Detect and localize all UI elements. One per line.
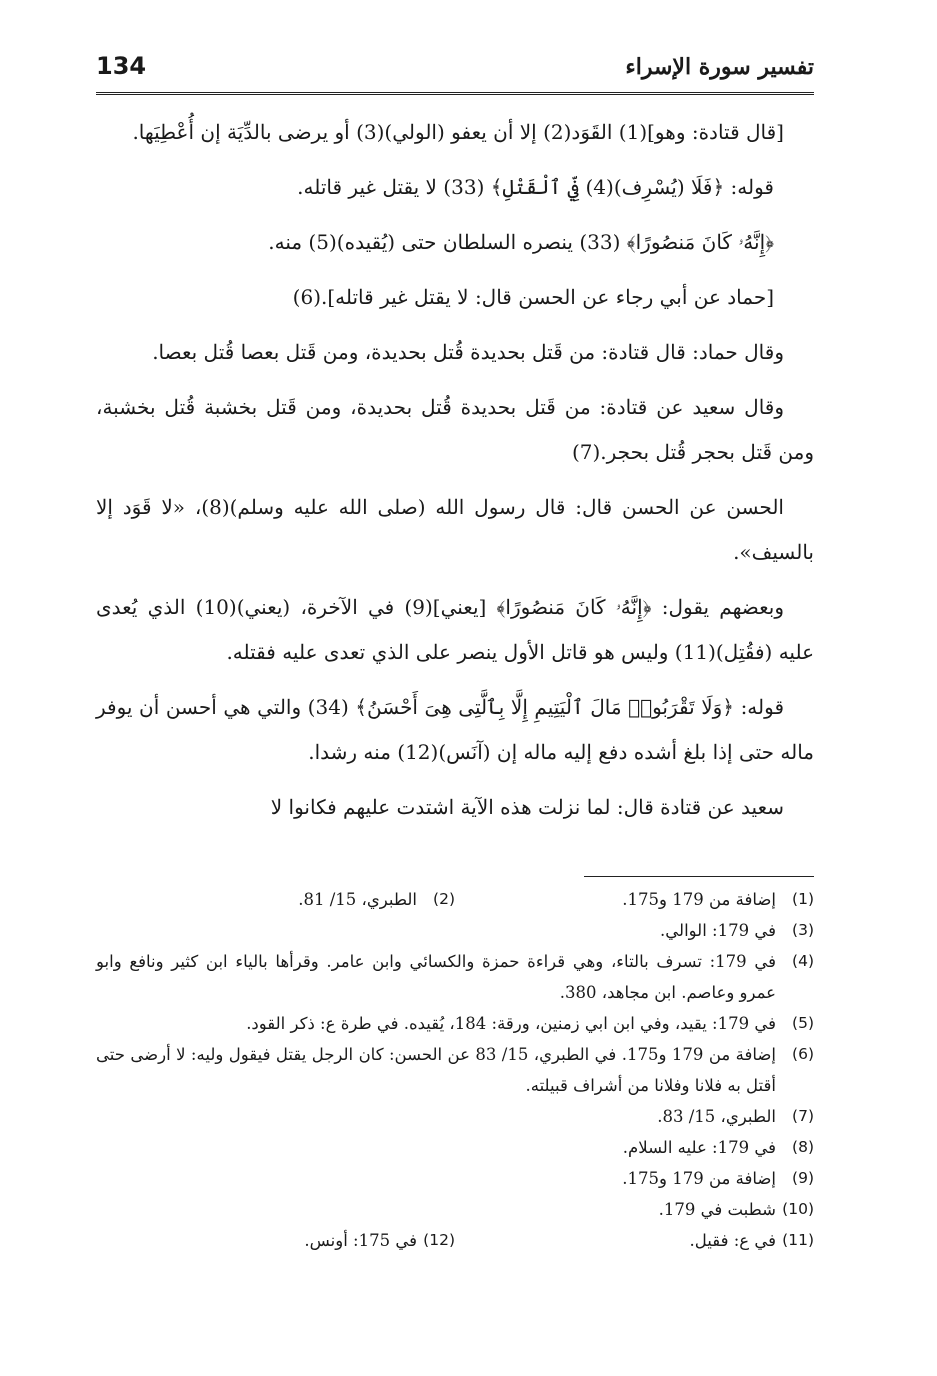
footnote-row (96, 1194, 814, 1225)
running-header (96, 50, 814, 94)
footnote (455, 884, 814, 915)
footnote-row (96, 915, 814, 946)
footnote (96, 1163, 814, 1194)
footnote-text: في 179: عليه السلام. (622, 1138, 776, 1157)
footnote (96, 946, 814, 1008)
footnote (96, 1039, 814, 1101)
footnote-number: (3) (792, 921, 814, 939)
footnote-text: إضافة من 179 و175. (622, 890, 776, 909)
page-number: 134 (96, 52, 147, 80)
footnote-number: (1) (792, 890, 814, 908)
footnote-number: (12) (423, 1231, 455, 1249)
footnote (455, 1225, 814, 1256)
footnote-row (96, 1163, 814, 1194)
footnote-number: (6) (792, 1045, 814, 1063)
running-title: تفسير سورة الإسراء (625, 54, 814, 80)
footnote-number: (9) (792, 1169, 814, 1187)
paragraph: [حماد عن أبي رجاء عن الحسن قال: لا يقتل غير قاتله].(6) (292, 285, 774, 309)
footnote-text: الطبري، 15/ 83. (657, 1107, 776, 1126)
paragraph: وبعضهم يقول: ﴿إِنَّهُۥ كَانَ مَنصُورًا﴾ [يعني](9) في الآخرة، (يعني)(10) الذي يُعدى عليه (فقُتِل)(11) وليس هو قاتل الأول ينصر على الذي تعدى عليه فقتله. (96, 595, 814, 664)
footnote (96, 1101, 814, 1132)
header-rule (96, 92, 814, 95)
footnote-number: (7) (792, 1107, 814, 1125)
paragraph: سعيد عن قتادة قال: لما نزلت هذه الآية اشتدت عليهم فكانوا لا (270, 795, 784, 819)
paragraph: وقال سعيد عن قتادة: من قَتل بحديدة قُتل بحديدة، ومن قَتل بخشبة قُتل بخشبة، ومن قَتل بحجر قُتل بحجر.(7) (96, 395, 814, 464)
footnote-rule (584, 876, 814, 877)
footnote-row (96, 1008, 814, 1039)
paragraph: قوله: ﴿فَلَا (يُسْرِف)(4) فِّي ٱلْقَتْلِ﴾ (33) لا يقتل غير قاتله. (297, 175, 774, 199)
footnote-text: في 175: أونس. (304, 1231, 417, 1250)
footnote-text: شطبت في 179. (658, 1200, 776, 1219)
footnote (96, 915, 814, 946)
footnote-number: (11) (782, 1231, 814, 1249)
footnote-text: الطبري، 15/ 81. (298, 890, 417, 909)
footnotes (96, 884, 814, 1256)
footnote-number: (2) (433, 890, 455, 908)
footnote-text: إضافة من 179 و175. في الطبري، 15/ 83 عن الحسن: كان الرجل يقتل فيقول وليه: لا أرضى حتى أقتل به فلانا وفلانا من أشراف قبيلته. (96, 1045, 777, 1095)
paragraph: وقال حماد: قال قتادة: من قَتل بحديدة قُتل بحديدة، ومن قَتل بعصا قُتل بعصا. (152, 340, 784, 364)
footnote-text: إضافة من 179 و175. (622, 1169, 776, 1188)
footnote-text: في 179: تسرف بالتاء، وهي قراءة حمزة والكسائي وابن عامر. وقرأها بالياء ابن كثير ونافع وابو عمرو وعاصم. ابن مجاهد، 380. (96, 952, 777, 1002)
footnote-number: (5) (792, 1014, 814, 1032)
paragraph: الحسن عن الحسن قال: قال رسول الله (صلى الله عليه وسلم)(8)، «لا قَوَد إلا بالسيف». (96, 495, 814, 564)
footnote-row (96, 1132, 814, 1163)
footnote-row (96, 884, 814, 915)
footnote-number: (10) (782, 1200, 814, 1218)
footnote-text: في 179: يقيد، وفي ابن ابي زمنين، ورقة: 184، يُقيده. في طرة ع: ذكر القود. (246, 1014, 776, 1033)
footnote-number: (4) (792, 952, 814, 970)
footnote (96, 1132, 814, 1163)
footnote-text: في 179: الوالي. (660, 921, 776, 940)
footnote-row (96, 1225, 814, 1256)
footnote-row (96, 946, 814, 1008)
footnote-number: (8) (792, 1138, 814, 1156)
footnote (96, 1194, 814, 1225)
paragraph: ﴿إِنَّهُۥ كَانَ مَنصُورًا﴾ (33) ينصره السلطان حتى (يُقيده)(5) منه. (268, 230, 774, 254)
footnote-text: في ع: فقيل. (689, 1231, 776, 1250)
main-text (96, 110, 814, 840)
paragraph: [قال قتادة: وهو](1) القَوَد(2) إلا أن يعفو (الولي)(3) أو يرضى بالدِّيَة إن أُعْطِيَها. (132, 120, 784, 144)
footnote (96, 884, 455, 915)
footnote-row (96, 1101, 814, 1132)
paragraph: قوله: ﴿وَلَا تَقْرَبُوا۟ مَالَ ٱلْيَتِيمِ إِلَّا بِٱلَّتِى هِىَ أَحْسَنُ﴾ (34) والتي هي أحسن أن يوفر ماله حتى إذا بلغ أشده دفع إليه ماله إن (آنَس)(12) منه رشدا. (96, 695, 814, 764)
footnote (96, 1008, 814, 1039)
footnote (96, 1225, 455, 1256)
footnote-row (96, 1039, 814, 1101)
